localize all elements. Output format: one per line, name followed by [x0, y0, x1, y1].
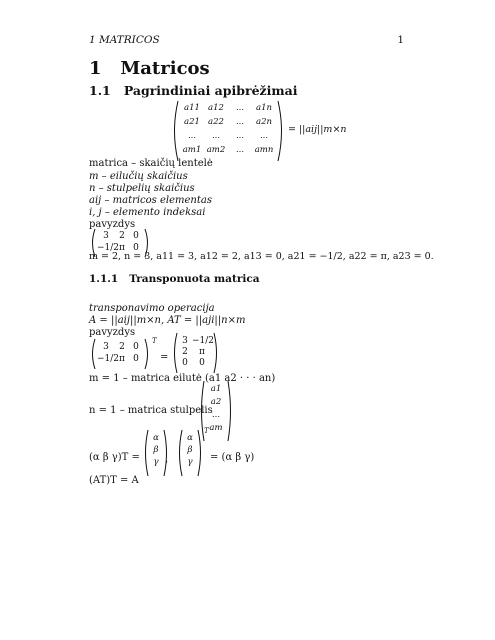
matrix-cell: −1/2 — [97, 243, 120, 253]
chapter-title-text: Matricos — [120, 58, 210, 79]
greek-transpose-left: (α β γ)T = — [89, 452, 140, 463]
matrix-cell: 2 — [119, 231, 125, 241]
matrix-cell: ... — [259, 131, 269, 141]
matrix-cell: a21 — [184, 117, 200, 127]
matrix-cell: 3 — [182, 336, 188, 346]
right-parenthesis — [196, 430, 204, 476]
matrix-cell: π — [119, 243, 125, 253]
matrix-cell: a2n — [256, 117, 272, 127]
example-label: pavyzdys — [89, 219, 136, 230]
left-parenthesis — [176, 430, 184, 476]
row-matrix-line: m = 1 – matrica eilutė (a1 a2 · · · an) — [89, 373, 276, 384]
matrix-cell: am1 — [182, 145, 202, 155]
matrix-cell: amn — [254, 145, 274, 155]
transpose-left-matrix — [97, 342, 143, 364]
matrix-cell: −1/2 — [97, 354, 120, 364]
definition-line: aij – matricos elementas — [89, 195, 212, 206]
section-heading — [89, 83, 297, 98]
matrix-cell: a2 — [210, 397, 222, 407]
right-parenthesis — [276, 101, 286, 161]
matrix-cell: am2 — [206, 145, 226, 155]
definition-line: i, j – elemento indeksai — [89, 207, 206, 218]
matrix-cell: 0 — [133, 342, 139, 352]
matrix-cell: γ — [187, 457, 193, 467]
running-header: 1 MATRICOS — [89, 34, 160, 46]
transpose-right-matrix — [178, 336, 215, 368]
matrix-cell: 0 — [182, 358, 188, 368]
transpose-superscript: T — [152, 337, 157, 345]
left-parenthesis — [170, 101, 180, 161]
matrix-cell: β — [187, 445, 193, 455]
transpose-definition: A = ||aij||m×n, AT = ||aji||n×m — [89, 315, 246, 326]
subsection-number: 1.1.1 — [89, 273, 119, 285]
matrix-cell: a12 — [208, 103, 224, 113]
page-number: 1 — [397, 34, 404, 46]
matrix-cell: ... — [235, 117, 245, 127]
subsection-title: Transponuota matrica — [129, 273, 260, 285]
operation-label: transponavimo operacija — [89, 303, 215, 314]
transpose-superscript: T — [204, 427, 209, 435]
matrix-cell: 3 — [103, 342, 109, 352]
double-transpose: (AT)T = A — [89, 475, 139, 486]
left-parenthesis — [89, 339, 97, 369]
definition-line: matrica – skaičių lentelė — [89, 158, 213, 169]
subsection-heading — [89, 273, 260, 285]
matrix-cell: α — [153, 433, 159, 443]
matrix-cell: ... — [211, 410, 221, 420]
definition-line: m – eilučių skaičius — [89, 171, 188, 182]
matrix-cell: α — [187, 433, 193, 443]
column-matrix — [206, 384, 226, 433]
matrix-cell: 0 — [199, 358, 205, 368]
matrix-cell: π — [199, 347, 205, 357]
matrix-cell: 0 — [133, 243, 139, 253]
column-matrix-label: n = 1 – matrica stulpelis — [89, 405, 213, 416]
comma: , — [165, 454, 169, 465]
right-parenthesis — [143, 339, 151, 369]
left-parenthesis — [142, 430, 150, 476]
matrix-cell: β — [153, 445, 159, 455]
matrix-cell: 0 — [133, 354, 139, 364]
matrix-cell: 2 — [119, 342, 125, 352]
right-parenthesis — [212, 333, 220, 373]
example-label: pavyzdys — [89, 327, 136, 338]
matrix-cell: γ — [153, 457, 159, 467]
matrix-cell: a1n — [256, 103, 272, 113]
example-values: m = 2, n = 3, a11 = 3, a12 = 2, a13 = 0, a21 = −1/2, a22 = π, a23 = 0. — [89, 251, 434, 262]
matrix-cell: ... — [187, 131, 197, 141]
chapter-title — [89, 58, 210, 79]
matrix-cell: a11 — [184, 103, 200, 113]
right-parenthesis — [226, 381, 234, 441]
equals-sign: = — [160, 352, 169, 363]
matrix-cell: ... — [235, 103, 245, 113]
matrix-cell: ... — [235, 145, 245, 155]
section-title: Pagrindiniai apibrėžimai — [123, 83, 298, 98]
norm-equals: = ||aij||m×n — [288, 124, 347, 135]
matrix-cell: ... — [235, 131, 245, 141]
general-matrix — [180, 103, 276, 155]
matrix-cell: π — [119, 354, 125, 364]
matrix-cell: a1 — [210, 384, 222, 394]
definition-line: n – stulpelių skaičius — [89, 183, 195, 194]
greek-column-2 — [184, 433, 196, 467]
matrix-cell: 2 — [182, 347, 188, 357]
matrix-cell: 0 — [133, 231, 139, 241]
example-matrix — [97, 231, 143, 253]
matrix-cell: a22 — [208, 117, 224, 127]
right-parenthesis — [162, 430, 170, 476]
matrix-cell: 3 — [103, 231, 109, 241]
chapter-number: 1 — [89, 58, 102, 79]
greek-transpose-right: = (α β γ) — [210, 452, 255, 463]
matrix-cell: am — [209, 423, 223, 433]
section-number: 1.1 — [89, 83, 111, 98]
matrix-cell: −1/2 — [192, 336, 215, 346]
greek-column-1 — [150, 433, 162, 467]
matrix-cell: ... — [211, 131, 221, 141]
